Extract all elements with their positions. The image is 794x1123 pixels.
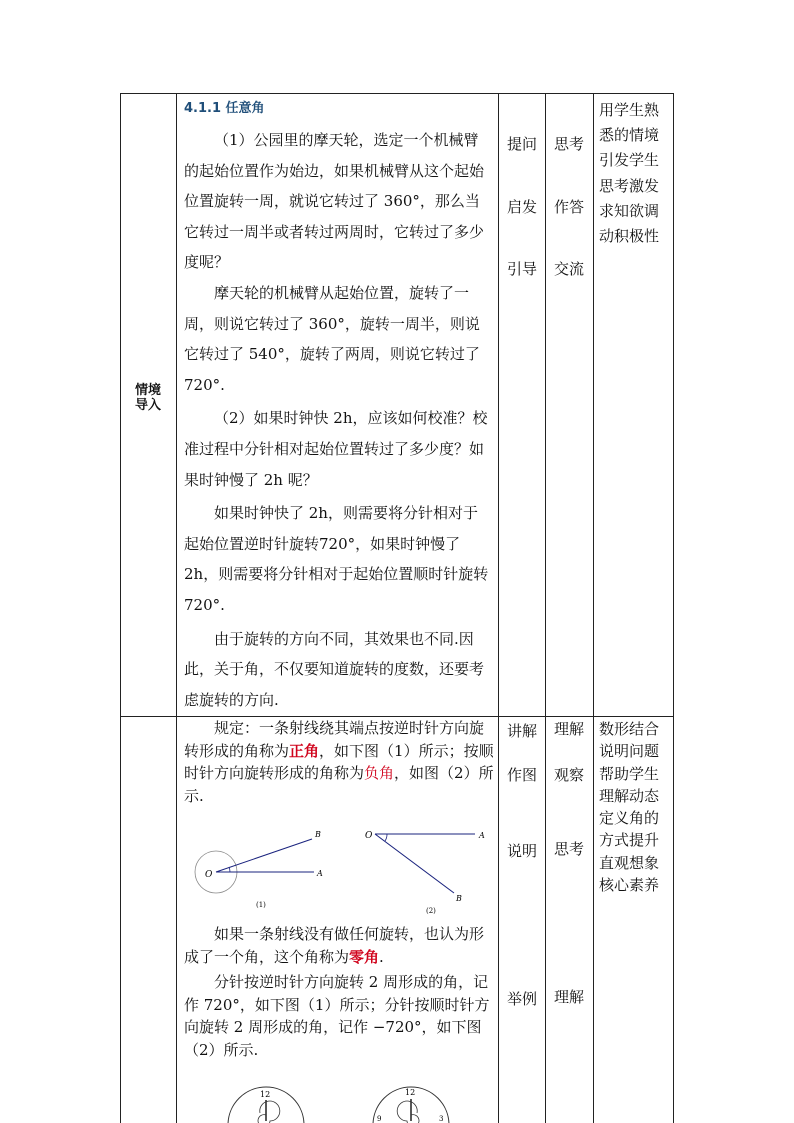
teacher-activity: 举例 xyxy=(506,990,537,1008)
lesson-table xyxy=(120,93,674,1123)
clock1-twelve: 12 xyxy=(260,1090,271,1099)
teacher-activity: 作图 xyxy=(506,766,537,784)
negative-angle-term: 负角 xyxy=(364,764,395,782)
clock-figures xyxy=(184,1083,496,1123)
student-activity: 思考 xyxy=(553,135,584,153)
fig1-ray-ob xyxy=(216,839,312,872)
teacher-activity: 说明 xyxy=(506,842,537,860)
student-activity: 思考 xyxy=(553,840,584,858)
row2-content xyxy=(184,717,496,807)
fig2-label-b: B xyxy=(456,894,462,903)
angle-figures xyxy=(184,825,496,925)
row2-content-lower xyxy=(184,923,496,1061)
section-label: 情境 导入 xyxy=(134,383,161,413)
teacher-activity: 讲解 xyxy=(506,722,537,740)
student-activity: 作答 xyxy=(553,198,584,216)
teacher-activity: 提问 xyxy=(506,135,537,153)
zero-angle-paragraph: 如果一条射线没有做任何旋转，也认为形成了一个角，这个角称为零角. xyxy=(184,925,485,966)
paragraph: 如果时钟快了 2h，则需要将分针相对于起始位置逆时针旋转720°，如果时钟慢了2h，则需要将分针相对于起始位置顺时针旋转 720°. xyxy=(184,504,489,614)
minute-hand-paragraph: 分针按逆时针方向旋转 2 周形成的角，记作 720°，如下图（1）所示；分针按顺时针方向旋转 2 周形成的角，记作 −720°，如下图（2）所示. xyxy=(184,973,490,1059)
fig2-angle-arc xyxy=(385,834,387,841)
student-activity: 交流 xyxy=(553,260,584,278)
paragraph: （2）如果时钟快 2h，应该如何校准？校准过程中分针相对起始位置转过了多少度？如果时钟慢了 2h 呢？ xyxy=(184,409,488,489)
student-activity: 理解 xyxy=(553,720,584,738)
clock2-spiral xyxy=(397,1101,419,1123)
design-intent: 数形结合说明问题帮助学生理解动态定义角的方式提升直观想象核心素养 xyxy=(599,720,660,895)
paragraph: （1）公园里的摩天轮，选定一个机械臂的起始位置作为始边，如果机械臂从这个起始位置旋转一周，就说它转过了 360°，那么当它转过一周半或者转过两周时，它转过了多少度呢？ xyxy=(184,131,485,272)
student-activity: 理解 xyxy=(553,988,584,1006)
fig1-label-b: B xyxy=(315,830,321,839)
clock1-spiral xyxy=(258,1101,280,1123)
positive-angle-term: 正角 xyxy=(289,741,320,760)
clock2-nine: 9 xyxy=(377,1115,382,1123)
fig1-label-o: O xyxy=(205,870,213,880)
fig2-label-o: O xyxy=(365,831,373,841)
fig1-label-a: A xyxy=(317,869,323,878)
paragraph: 摩天轮的机械臂从起始位置，旋转了一周，则说它转过了 360°，旋转一周半，则说它转过了 540°，旋转了两周，则说它转过了 720°. xyxy=(184,283,480,394)
paragraph: 由于旋转的方向不同，其效果也不同.因此，关于角，不仅要知道旋转的度数，还要考虑旋转的方向. xyxy=(184,629,485,709)
row1-content xyxy=(184,93,492,715)
zero-angle-term: 零角 xyxy=(349,947,380,966)
teacher-activity: 启发 xyxy=(506,198,537,216)
design-intent: 用学生熟悉的情境引发学生思考激发求知欲调动积极性 xyxy=(599,101,660,246)
student-activity: 观察 xyxy=(553,766,584,784)
clock2-three: 3 xyxy=(439,1115,444,1123)
fig1-caption: (1) xyxy=(256,901,266,909)
fig2-label-a: A xyxy=(479,831,485,840)
definition-paragraph: 规定：一条射线绕其端点按逆时针方向旋转形成的角称为正角，如下图（1）所示；按顺时针方向旋转形成的角称为负角，如图（2）所示. xyxy=(184,719,494,805)
clock2-twelve: 12 xyxy=(405,1088,416,1097)
teacher-activity: 引导 xyxy=(506,260,537,278)
lesson-heading: 4.1.1 任意角 xyxy=(184,101,265,116)
fig2-ray-ob xyxy=(375,834,454,893)
fig2-caption: (2) xyxy=(426,907,436,915)
